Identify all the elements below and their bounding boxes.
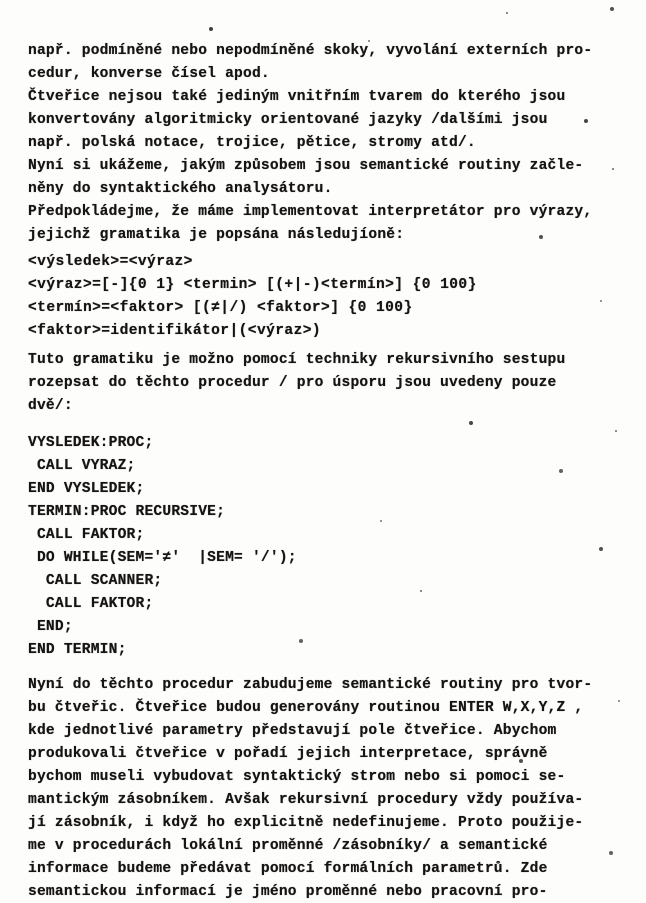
text-line: me v procedurách lokální proměnné /zásobníky/ a semantické — [28, 838, 548, 854]
text-line: mantickým zásobníkem. Avšak rekursivní procedury vždy používa- — [28, 792, 584, 808]
text-line: např. polská notace, trojice, pětice, stromy atd/. — [28, 135, 476, 151]
text-line: <faktor>=identifikátor|(<výraz>) — [28, 323, 322, 339]
text-line: produkovali čtveřice v pořadí jejich interpretace, správně — [28, 746, 548, 762]
text-line: CALL FAKTOR; — [28, 527, 145, 543]
text-line: CALL FAKTOR; — [28, 596, 154, 612]
code-listing-procedures — [28, 432, 618, 662]
text-line: informace budeme předávat pomocí formálních parametrů. Zde — [28, 861, 548, 877]
text-line: END VYSLEDEK; — [28, 481, 145, 497]
paragraph-semantic-routines — [28, 674, 618, 903]
text-line: Čtveřice nejsou také jediným vnitřním tvarem do kterého jsou — [28, 89, 566, 105]
paragraph-grammar-note — [28, 349, 618, 418]
text-line: Nyní do těchto procedur zabudujeme semantické routiny pro tvor- — [28, 677, 593, 693]
text-line: <výsledek>=<výraz> — [28, 254, 193, 270]
text-line: <výraz>=[-]{0 1} <termin> [(+|-)<termín>] {0 100} — [28, 277, 477, 293]
text-line: dvě/: — [28, 398, 73, 414]
paragraph-intro — [28, 40, 618, 247]
text-line: CALL SCANNER; — [28, 573, 163, 589]
text-line: semantickou informací je jméno proměnné nebo pracovní pro- — [28, 884, 548, 900]
text-line: Tuto gramatiku je možno pomocí techniky rekursivního sestupu — [28, 352, 566, 368]
text-line: Předpokládejme, že máme implementovat interpretátor pro výrazy, — [28, 204, 593, 220]
text-line: kde jednotlivé parametry představují pole čtveřice. Abychom — [28, 723, 557, 739]
text-line: cedur, konverse čísel apod. — [28, 66, 270, 82]
text-line: bu čtveřic. Čtveřice budou generovány routinou ENTER W,X,Y,Z , — [28, 700, 584, 716]
text-line: TERMIN:PROC RECURSIVE; — [28, 504, 226, 520]
text-line: jí zásobník, i když ho explicitně nedefinujeme. Proto použije- — [28, 815, 584, 831]
text-line: CALL VYRAZ; — [28, 458, 136, 474]
text-line: jejichž gramatika je popsána následujíoně: — [28, 227, 405, 243]
text-line: rozepsat do těchto procedur / pro úsporu jsou uvedeny pouze — [28, 375, 557, 391]
scan-noise — [0, 0, 2, 2]
text-line: bychom museli vybudovat syntaktický strom nebo si pomoci se- — [28, 769, 566, 785]
grammar-rules-block — [28, 251, 618, 343]
text-line: např. podmíněné nebo nepodmíněné skoky, vyvolání externích pro- — [28, 43, 593, 59]
text-line: Nyní si ukážeme, jakým způsobem jsou semantické routiny začle- — [28, 158, 584, 174]
text-line: END; — [28, 619, 73, 635]
text-line: VYSLEDEK:PROC; — [28, 435, 154, 451]
text-line: konvertovány algoritmicky orientované jazyky /dalšími jsou — [28, 112, 548, 128]
text-line: END TERMIN; — [28, 642, 127, 658]
text-line: DO WHILE(SEM='≠' |SEM= '/'); — [28, 550, 297, 566]
text-line: <termín>=<faktor> [(≠|/) <faktor>] {0 100} — [28, 300, 413, 316]
text-line: něny do syntaktického analysátoru. — [28, 181, 333, 197]
